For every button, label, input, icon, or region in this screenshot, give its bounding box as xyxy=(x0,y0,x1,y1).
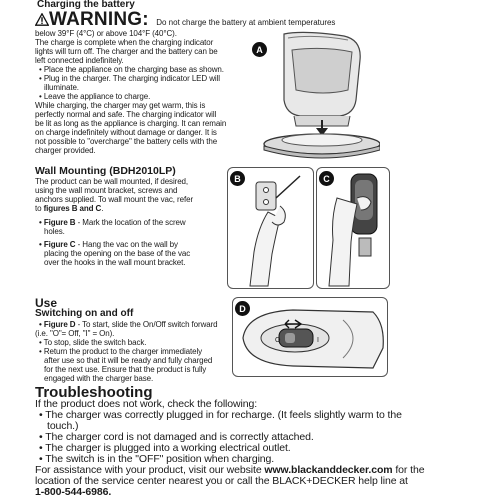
troubleshooting-item: • The switch is in the "OFF" position when charging. xyxy=(39,453,275,465)
ref-suffix: . xyxy=(101,204,104,213)
figure-d-note xyxy=(35,320,218,329)
use-body xyxy=(35,320,218,383)
warning-word: WARNING: xyxy=(49,9,149,30)
figure-d-cont: (i.e. "O"= Off, "I" = On). xyxy=(35,329,115,338)
wall-mounting-heading: Wall Mounting (BDH2010LP) xyxy=(35,165,176,177)
troubleshooting-item: • The charger cord is not damaged and is correctly attached. xyxy=(39,431,314,443)
wall-line-figure-ref xyxy=(35,204,193,213)
wall-bracket-marking-illustration xyxy=(228,168,313,288)
troubleshooting-heading: Troubleshooting xyxy=(35,384,153,401)
figure-b-text: - Mark the location of the screw xyxy=(75,218,186,227)
charging-heading: Charging the battery xyxy=(37,0,135,10)
charging-line: on charge indefinitely without damage or danger. It is xyxy=(35,128,217,137)
ref-figures: figures B and C xyxy=(43,204,102,213)
wall-line: anchors supplied. To wall mount the vac, refer xyxy=(35,195,194,204)
figure-c-text: - Hang the vac on the wall by xyxy=(75,240,178,249)
figure-c-cont: over the hooks in the wall mount bracket. xyxy=(44,258,186,267)
wall-line: The product can be wall mounted, if desired, xyxy=(35,177,189,186)
troubleshooting-item: • The charger is plugged into a working electrical outlet. xyxy=(39,442,291,454)
figure-d-badge: D xyxy=(235,301,250,316)
figure-b-badge: B xyxy=(230,171,245,186)
troubleshooting-body xyxy=(35,399,424,498)
troubleshooting-item-cont: touch.) xyxy=(47,420,79,432)
use-bullet-cont: after use so that it will be ready and fully charged xyxy=(44,356,213,365)
charging-line: While charging, the charger may get warm, this is xyxy=(35,101,206,110)
charging-line: be lit as long as the appliance is charging. It can remain xyxy=(35,119,227,128)
assistance-prefix: For assistance with your product, visit our website xyxy=(35,464,265,476)
troubleshooting-intro: If the product does not work, check the following: xyxy=(35,398,258,410)
help-line-phone[interactable]: 1-800-544-6986. xyxy=(35,486,112,498)
charging-body xyxy=(35,29,226,155)
troubleshooting-item: • The charger was correctly plugged in for recharge. (It feels slightly warm to the xyxy=(39,409,402,421)
figure-d-text: - To start, slide the On/Off switch forward xyxy=(75,320,218,329)
wall-mounting-body xyxy=(35,177,193,267)
wall-hanging-illustration xyxy=(317,168,389,288)
figure-c-label: • Figure C xyxy=(39,240,76,249)
use-bullet: • Return the product to the charger immediately xyxy=(39,347,203,356)
charging-line: perfectly normal and safe. The charging indicator will xyxy=(35,110,217,119)
figure-c-badge: C xyxy=(319,171,334,186)
figure-b-note xyxy=(35,218,193,227)
switch-on-symbol: I xyxy=(317,337,319,344)
charging-bullet: • Plug in the charger. The charging indicator LED will xyxy=(39,74,220,83)
figure-c-cont: placing the opening on the base of the vac xyxy=(44,249,191,258)
use-heading: Use xyxy=(35,296,58,310)
website-link[interactable]: www.blackanddecker.com xyxy=(264,464,393,476)
charging-bullet: • Leave the appliance to charge. xyxy=(39,92,151,101)
figure-a-badge: A xyxy=(252,42,267,57)
warning-text-continued: below 39°F (4°C) or above 104°F (40°C). xyxy=(35,29,177,38)
assistance-suffix: for the xyxy=(392,464,425,476)
figure-c-note xyxy=(35,240,193,249)
charging-line: lights will turn off. The charger and the battery can be xyxy=(35,47,218,56)
ref-prefix: to xyxy=(35,204,44,213)
charging-line: left connected indefinitely. xyxy=(35,56,124,65)
charging-line: The charge is complete when the charging indicator xyxy=(35,38,214,47)
charging-bullet: • Place the appliance on the charging base as shown. xyxy=(39,65,224,74)
figure-d-panel xyxy=(232,297,388,377)
figure-b-label: • Figure B xyxy=(39,218,76,227)
warning-line xyxy=(35,9,335,31)
charging-bullet-cont: illuminate. xyxy=(44,83,79,92)
charging-line: charger provided. xyxy=(35,146,96,155)
assistance-line-2: location of the service center nearest you or call the BLACK+DECKER help line at xyxy=(35,475,408,487)
figure-d-label: • Figure D xyxy=(39,320,76,329)
charging-line: not possible to "overcharge" the battery cells with the xyxy=(35,137,218,146)
wall-line: using the wall mount bracket, screws and xyxy=(35,186,178,195)
figure-b-cont: holes. xyxy=(44,227,65,236)
warning-text: Do not charge the battery at ambient temperatures xyxy=(156,18,336,27)
switching-subheading: Switching on and off xyxy=(35,308,134,319)
warning-triangle-icon xyxy=(35,13,49,26)
use-bullet: • To stop, slide the switch back. xyxy=(39,338,147,347)
use-bullet-cont: for the next use. Ensure that the product is fully xyxy=(44,365,207,374)
switch-off-symbol: O xyxy=(275,337,281,344)
on-off-switch-illustration xyxy=(233,298,387,376)
use-bullet-cont: engaged with the charger base. xyxy=(44,374,154,383)
